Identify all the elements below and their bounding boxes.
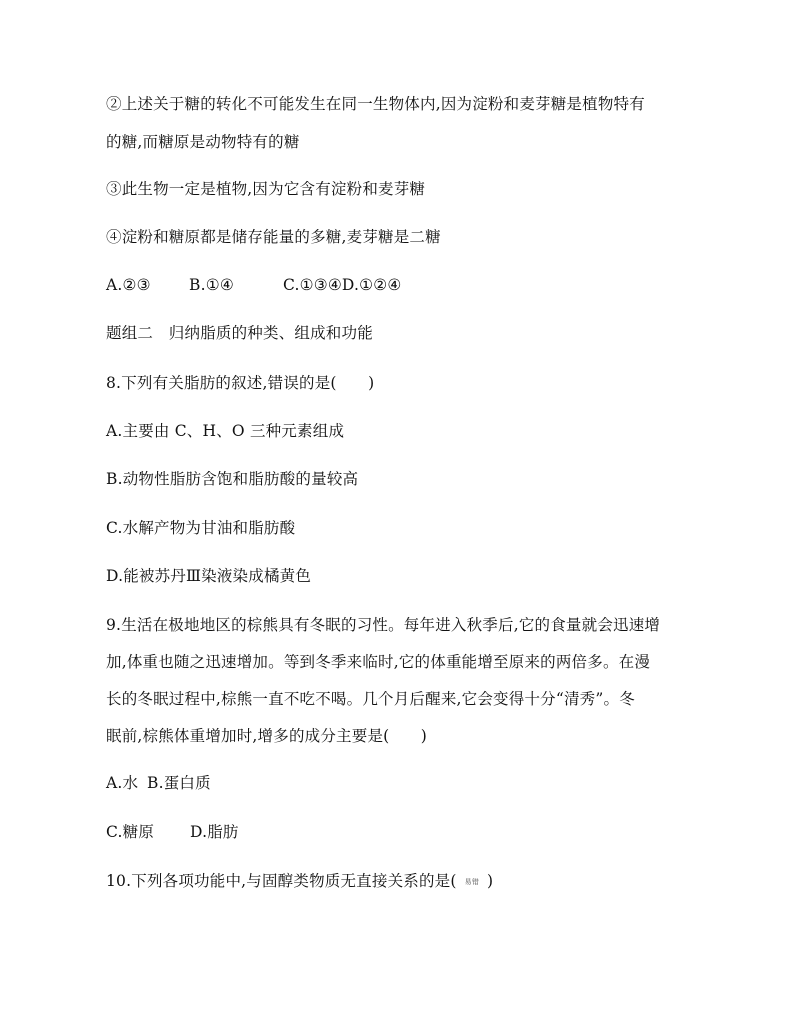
q7-item-2-line-1: ②上述关于糖的转化不可能发生在同一生物体内,因为淀粉和麦芽糖是植物特有 xyxy=(106,95,645,113)
q10-stem-prefix: 10.下列各项功能中,与固醇类物质无直接关系的是( xyxy=(106,872,457,890)
q9-option-d: D.脂肪 xyxy=(190,823,239,841)
q9-option-b: B.蛋白质 xyxy=(147,774,211,792)
q9-option-c: C.糖原 xyxy=(106,823,155,841)
q7-item-2-line-2: 的糖,而糖原是动物特有的糖 xyxy=(106,133,300,151)
section-title: 题组二 归纳脂质的种类、组成和功能 xyxy=(106,324,373,342)
q9-options-row-2 xyxy=(106,822,239,842)
q8-option-d: D.能被苏丹Ⅲ染液染成橘黄色 xyxy=(106,567,312,585)
q10-stem-suffix: ) xyxy=(487,872,494,890)
q10-stem xyxy=(106,871,493,892)
q7-option-b: B.①④ xyxy=(189,276,234,294)
q7-item-3: ③此生物一定是植物,因为它含有淀粉和麦芽糖 xyxy=(106,180,426,198)
q7-option-c: C.①③④ xyxy=(283,276,342,294)
q7-item-4: ④淀粉和糖原都是储存能量的多糖,麦芽糖是二糖 xyxy=(106,228,441,246)
q9-stem-line-1: 9.生活在极地地区的棕熊具有冬眠的习性。每年进入秋季后,它的食量就会迅速增 xyxy=(106,616,661,634)
q8-option-b: B.动物性脂肪含饱和脂肪酸的量较高 xyxy=(106,470,359,488)
q9-options-row-1 xyxy=(106,773,211,793)
q8-option-c: C.水解产物为甘油和脂肪酸 xyxy=(106,519,296,537)
q7-option-a: A.②③ xyxy=(106,276,151,294)
q7-option-d: D.①②④ xyxy=(341,276,402,294)
q7-options xyxy=(106,275,401,295)
q8-stem: 8.下列有关脂肪的叙述,错误的是( ) xyxy=(106,374,375,392)
q9-stem-line-4: 眠前,棕熊体重增加时,增多的成分主要是( ) xyxy=(106,727,428,745)
q9-stem-line-3: 长的冬眠过程中,棕熊一直不吃不喝。几个月后醒来,它会变得十分“清秀”。冬 xyxy=(106,690,635,708)
q9-option-a: A.水 xyxy=(106,774,139,792)
q8-option-a: A.主要由 C、H、O 三种元素组成 xyxy=(106,422,345,440)
q9-stem-line-2: 加,体重也随之迅速增加。等到冬季来临时,它的体重能增至原来的两倍多。在漫 xyxy=(106,653,651,671)
q10-note: 易错 xyxy=(464,878,480,886)
